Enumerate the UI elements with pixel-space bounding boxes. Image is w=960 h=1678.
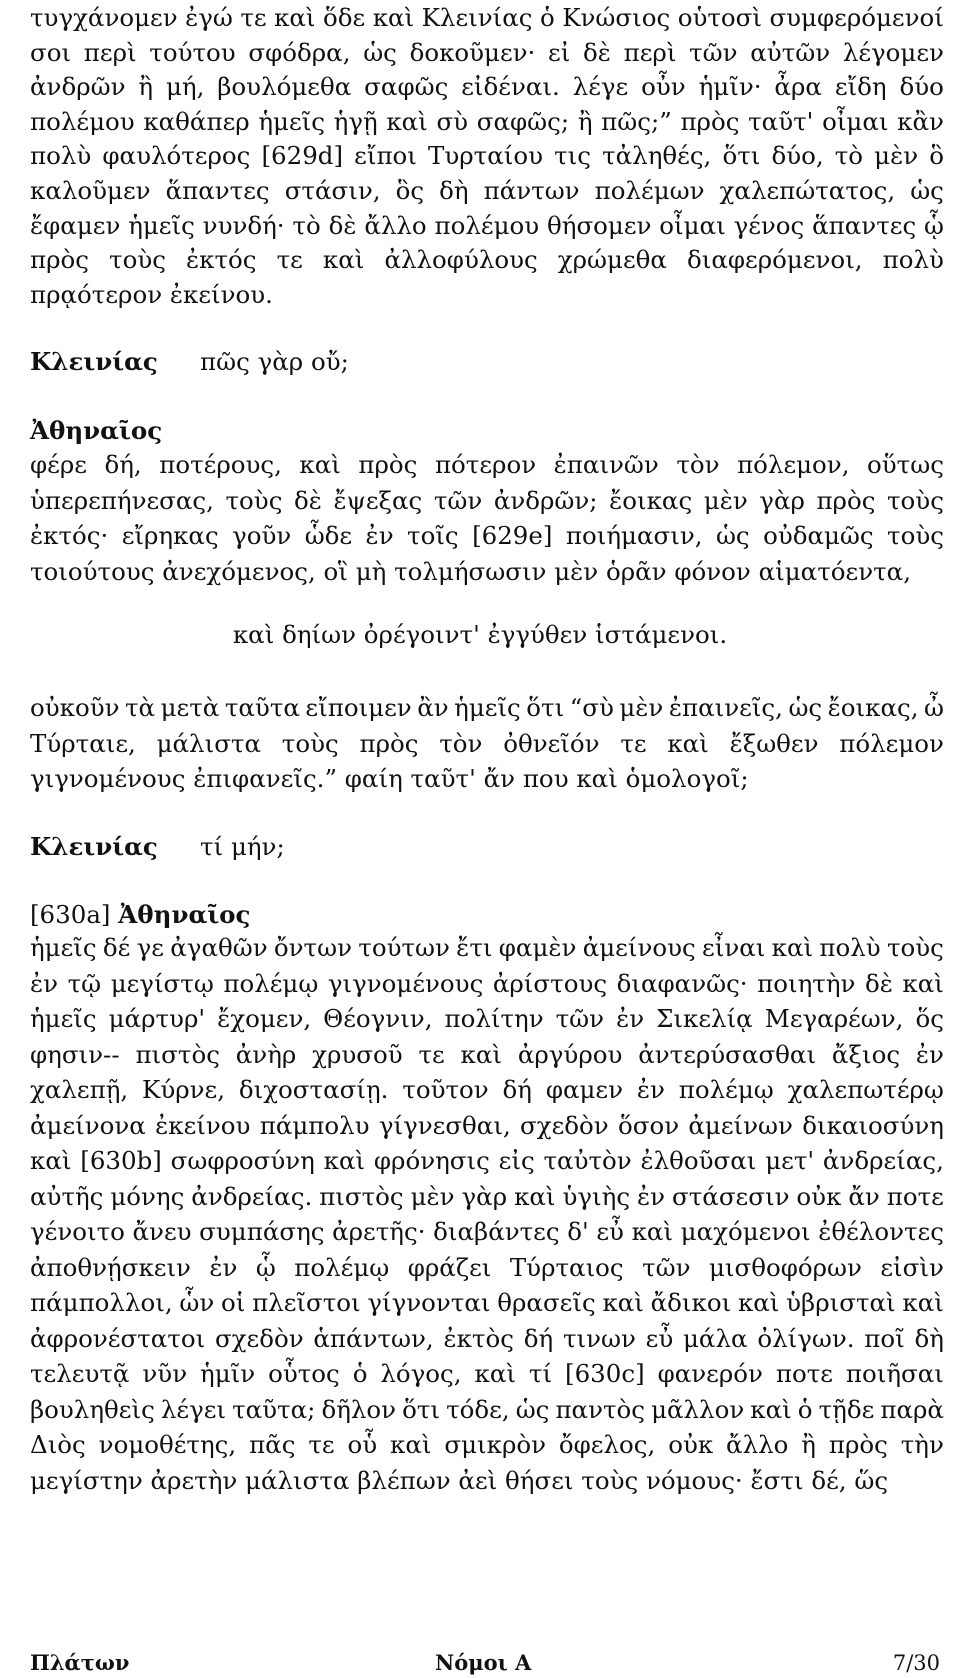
text-line: ἀμείνονα ἐκείνου πάμπολυ γίγνεσθαι, σχεδὸν ὅσον ἀμείνων δικαιοσύνη bbox=[30, 1110, 944, 1140]
speaker-name: Ἀθηναῖος bbox=[30, 416, 163, 445]
text-line: Διὸς νομοθέτης, πᾶς τε οὗ καὶ σμικρὸν ὄφελος, οὐκ ἄλλο ἢ πρὸς τὴν bbox=[30, 1430, 944, 1459]
text-line: πολὺ φαυλότερος [629d] εἴποι Τυρταίου τις τἀληθές, ὅτι δύο, τὸ μὲν ὃ bbox=[30, 141, 944, 171]
text-line: τυγχάνομεν ἐγώ τε καὶ ὅδε καὶ Κλεινίας ὁ Κνώσιος οὑτοσὶ συμφερόμενοί bbox=[30, 3, 944, 32]
text-line: ἀφρονέστατοι σχεδὸν ἁπάντων, ἐκτὸς δή τινων εὖ μάλα ὀλίγων. ποῖ δὴ bbox=[30, 1323, 944, 1353]
text-line: ἔφαμεν ἡμεῖς νυνδή· τὸ δὲ ἄλλο πολέμου θήσομεν οἶμαι γένος ἅπαντες ᾧ bbox=[30, 210, 944, 240]
text-line: οὐκοῦν τὰ μετὰ ταῦτα εἴποιμεν ἂν ἡμεῖς ὅτι “σὺ μὲν ἐπαινεῖς, ὡς ἔοικας, ὦ bbox=[30, 693, 944, 722]
text-line: γιγνομένους ἐπιφανεῖς.” φαίη ταῦτ' ἄν που καὶ ὁμολογοῖ; bbox=[30, 764, 749, 793]
text-line: φησιν-- πιστὸς ἀνὴρ χρυσοῦ τε καὶ ἀργύρου ἀντερύσασθαι ἄξιος ἐν bbox=[30, 1039, 944, 1069]
text-line: ἡμεῖς δέ γε ἀγαθῶν ὄντων τούτων ἔτι φαμὲν ἀμείνους εἶναι καὶ πολὺ τοὺς bbox=[30, 933, 944, 962]
text-line: γένοιτο ἄνευ συμπάσης ἀρετῆς· διαβάντες δ' εὖ καὶ μαχόμενοι ἐθέλοντες bbox=[30, 1217, 944, 1246]
speaker-name: Κλεινίας bbox=[30, 347, 158, 376]
section-marker: [630a] bbox=[30, 900, 111, 929]
speaker-heading-3 bbox=[30, 897, 250, 933]
text-line: πάμπολλοι, ὧν οἱ πλεῖστοι γίγνονται θρασεῖς καὶ ἄδικοι καὶ ὑβρισταὶ καὶ bbox=[30, 1288, 944, 1317]
speaker-reply: τί μήν; bbox=[200, 832, 285, 861]
dialogue-exchange-1 bbox=[30, 344, 349, 380]
text-line: τελευτᾷ νῦν ἡμῖν οὗτος ὁ λόγος, καὶ τί [630c] φανερόν ποτε ποιῆσαι bbox=[30, 1359, 944, 1388]
text-line: ὑπερεπήνεσας, τοὺς δὲ ἔψεξας τῶν ἀνδρῶν; ἔοικας μὲν γὰρ πρὸς τοὺς bbox=[30, 485, 944, 515]
text-line: τοιούτους ἀνεχόμενος, οἳ μὴ τολμήσωσιν μὲν ὁρᾶν φόνον αἱματόεντα, bbox=[30, 556, 911, 586]
text-line: βουληθεὶς λέγει ταῦτα; δῆλον ὅτι τόδε, ὡς παντὸς μᾶλλον καὶ ὁ τῇδε παρὰ bbox=[30, 1394, 944, 1424]
speaker-heading-2 bbox=[30, 413, 162, 449]
footer-author: Πλάτων bbox=[30, 1650, 130, 1675]
verse-quotation: καὶ δηίων ὀρέγοιντ' ἐγγύθεν ἱστάμενοι. bbox=[232, 620, 728, 649]
text-line: ἐν τῷ μεγίστῳ πολέμῳ γιγνομένους ἀρίστους διαφανῶς· ποιητὴν δὲ καὶ bbox=[30, 968, 944, 998]
text-line: πρὸς τοὺς ἐκτός τε καὶ ἀλλοφύλους χρώμεθα διαφερόμενοι, πολὺ bbox=[30, 245, 944, 275]
footer-page-number: 7/30 bbox=[892, 1651, 940, 1675]
text-line: ἐκτός· εἴρηκας γοῦν ὧδε ἐν τοῖς [629e] ποιήμασιν, ὡς οὐδαμῶς τοὺς bbox=[30, 521, 944, 550]
text-line: σοι περὶ τούτου σφόδρα, ὡς δοκοῦμεν· εἰ δὲ περὶ τῶν αὐτῶν λέγομεν bbox=[30, 37, 944, 67]
text-line: χαλεπῇ, Κύρνε, διχοστασίῃ. τοῦτον δή φαμεν ἐν πολέμῳ χαλεπωτέρῳ bbox=[30, 1075, 944, 1104]
text-line: μεγίστην ἀρετὴν μάλιστα βλέπων ἀεὶ θήσει τοὺς νόμους· ἔστι δέ, ὥς bbox=[30, 1465, 889, 1495]
speaker-name: Ἀθηναῖος bbox=[118, 900, 251, 929]
text-line: πρᾳότερον ἐκείνου. bbox=[30, 279, 273, 309]
text-line: καλοῦμεν ἅπαντες στάσιν, ὃς δὴ πάντων πολέμων χαλεπώτατος, ὡς bbox=[30, 176, 944, 205]
text-line: Τύρταιε, μάλιστα τοὺς πρὸς τὸν ὀθνεῖόν τε καὶ ἔξωθεν πόλεμον bbox=[30, 728, 944, 758]
dialogue-exchange-2 bbox=[30, 829, 285, 865]
text-line: καὶ [630b] σωφροσύνη καὶ φρόνησις εἰς ταὐτὸν ἐλθοῦσαι μετ' ἀνδρείας, bbox=[30, 1146, 944, 1175]
speaker-reply: πῶς γὰρ οὔ; bbox=[200, 347, 349, 376]
speaker-name: Κλεινίας bbox=[30, 832, 158, 861]
text-line: ἀποθνῄσκειν ἐν ᾧ πολέμῳ φράζει Τύρταιος τῶν μισθοφόρων εἰσὶν bbox=[30, 1252, 944, 1282]
text-line: πολέμου καθάπερ ἡμεῖς ἡγῇ καὶ σὺ σαφῶς; ἢ πῶς;” πρὸς ταῦτ' οἶμαι κἂν bbox=[30, 106, 944, 136]
footer-work-title: Νόμοι Α bbox=[435, 1650, 532, 1675]
text-line: ἀνδρῶν ἢ μή, βουλόμεθα σαφῶς εἰδέναι. λέγε οὖν ἡμῖν· ἆρα εἴδη δύο bbox=[30, 72, 944, 102]
text-line: αὐτῆς μόνης ἀνδρείας. πιστὸς μὲν γὰρ καὶ ὑγιὴς ἐν στάσεσιν οὐκ ἄν ποτε bbox=[30, 1181, 944, 1211]
text-line: φέρε δή, ποτέρους, καὶ πρὸς πότερον ἐπαινῶν τὸν πόλεμον, οὕτως bbox=[30, 450, 944, 479]
text-line: ἡμεῖς μάρτυρ' ἔχομεν, Θέογνιν, πολίτην τῶν ἐν Σικελίᾳ Μεγαρέων, ὅς bbox=[30, 1004, 944, 1033]
